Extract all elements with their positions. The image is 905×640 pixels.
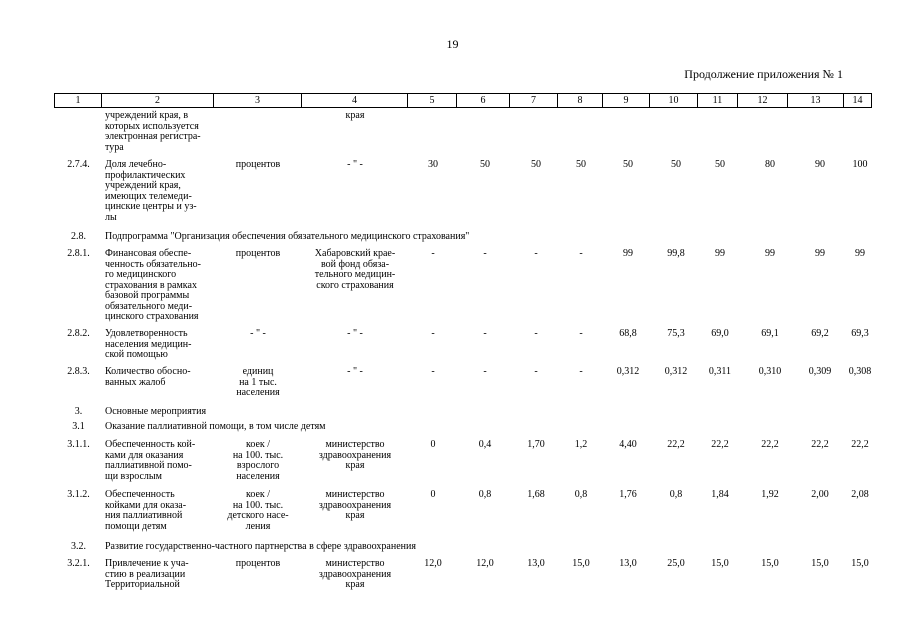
- row-id: 2.8.3.: [67, 366, 90, 377]
- indicator-name: учреждений края, в которых используется электронная регистра- тура: [105, 110, 201, 153]
- section-title: Основные мероприятия: [105, 406, 207, 417]
- header-cell-13: 13: [787, 93, 844, 108]
- header-cell-4: 4: [301, 93, 408, 108]
- row-id: 2.8.: [71, 231, 86, 242]
- header-cell-2: 2: [101, 93, 214, 108]
- indicator-name: Привлечение к уча- стию в реализации Территориальной: [105, 558, 189, 590]
- value-col-14: 0,308: [848, 366, 872, 377]
- value-col-9: 68,8: [619, 328, 637, 339]
- executor: края: [345, 110, 365, 121]
- indicator-name: Финансовая обеспе- ченность обязательно- го медицинского страхования в рамках базовой программы обязательного меди- цинского страхования: [105, 248, 201, 322]
- header-cell-12: 12: [737, 93, 788, 108]
- row-id: 2.8.1.: [67, 248, 90, 259]
- value-col-12: 69,1: [761, 328, 779, 339]
- row-id: 3.1.2.: [67, 489, 90, 500]
- row-id: 3.2.: [71, 541, 86, 552]
- section-title: Подпрограмма "Организация обеспечения обязательного медицинского страхования": [105, 231, 470, 242]
- unit: коек / на 100. тыс. взрослого населения: [232, 439, 284, 482]
- value-col-7: 50: [531, 159, 541, 170]
- row-id: 3.: [74, 406, 83, 417]
- value-col-14: 69,3: [851, 328, 869, 339]
- header-cell-8: 8: [557, 93, 603, 108]
- value-col-14: 2,08: [851, 489, 869, 500]
- value-col-12: 99: [765, 248, 775, 259]
- row-id: 2.8.2.: [67, 328, 90, 339]
- value-col-5: 30: [428, 159, 438, 170]
- executor: - " -: [347, 328, 363, 339]
- value-col-14: 22,2: [851, 439, 869, 450]
- value-col-6: 50: [480, 159, 490, 170]
- value-col-11: 15,0: [711, 558, 729, 569]
- value-col-5: 12,0: [424, 558, 442, 569]
- unit: коек / на 100. тыс. детского насе- ления: [227, 489, 289, 532]
- page-number: 19: [446, 37, 459, 51]
- executor: министерство здравоохранения края: [318, 439, 392, 471]
- value-col-10: 75,3: [667, 328, 685, 339]
- value-col-7: 13,0: [527, 558, 545, 569]
- header-cell-9: 9: [602, 93, 650, 108]
- value-col-13: 99: [815, 248, 825, 259]
- value-col-8: -: [579, 248, 583, 259]
- value-col-6: -: [483, 328, 487, 339]
- value-col-11: 69,0: [711, 328, 729, 339]
- header-cell-5: 5: [407, 93, 457, 108]
- header-cell-7: 7: [509, 93, 558, 108]
- value-col-7: -: [534, 328, 538, 339]
- value-col-7: -: [534, 248, 538, 259]
- value-col-8: 15,0: [572, 558, 590, 569]
- unit: процентов: [235, 248, 281, 259]
- value-col-12: 80: [765, 159, 775, 170]
- value-col-13: 0,309: [808, 366, 832, 377]
- value-col-5: -: [431, 328, 435, 339]
- header-cell-10: 10: [649, 93, 698, 108]
- indicator-name: Доля лечебно- профилактических учреждений края, имеющих телемеди- цинские центры и уз- лы: [105, 159, 197, 223]
- unit: процентов: [235, 159, 281, 170]
- value-col-14: 99: [855, 248, 865, 259]
- value-col-5: -: [431, 248, 435, 259]
- value-col-8: 1,2: [574, 439, 588, 450]
- continuation-caption: Продолжение приложения № 1: [684, 67, 843, 81]
- row-id: 3.2.1.: [67, 558, 90, 569]
- executor: - " -: [347, 366, 363, 377]
- value-col-11: 0,311: [708, 366, 732, 377]
- row-id: 3.1: [72, 421, 85, 432]
- value-col-11: 22,2: [711, 439, 729, 450]
- value-col-10: 25,0: [667, 558, 685, 569]
- value-col-13: 69,2: [811, 328, 829, 339]
- value-col-10: 0,8: [669, 489, 683, 500]
- table-header-row: [55, 93, 872, 108]
- value-col-9: 0,312: [616, 366, 640, 377]
- header-cell-1: 1: [54, 93, 102, 108]
- header-cell-14: 14: [843, 93, 872, 108]
- indicator-name: Количество обосно- ванных жалоб: [105, 366, 191, 388]
- value-col-5: 0: [430, 489, 436, 500]
- value-col-9: 13,0: [619, 558, 637, 569]
- value-col-6: 0,4: [478, 439, 492, 450]
- executor: министерство здравоохранения края: [318, 558, 392, 590]
- row-id: 3.1.1.: [67, 439, 90, 450]
- value-col-12: 15,0: [761, 558, 779, 569]
- indicator-name: Удовлетворенность населения медицин- ской помощью: [105, 328, 192, 360]
- section-title: Оказание паллиативной помощи, в том числе детям: [105, 421, 326, 432]
- header-cell-3: 3: [213, 93, 302, 108]
- unit: - " -: [250, 328, 266, 339]
- unit: единиц на 1 тыс. населения: [236, 366, 280, 398]
- value-col-11: 1,84: [711, 489, 729, 500]
- value-col-11: 50: [715, 159, 725, 170]
- value-col-13: 2,00: [811, 489, 829, 500]
- value-col-10: 99,8: [667, 248, 685, 259]
- header-cell-11: 11: [697, 93, 738, 108]
- value-col-8: -: [579, 328, 583, 339]
- value-col-12: 0,310: [758, 366, 782, 377]
- value-col-7: 1,68: [527, 489, 545, 500]
- value-col-10: 22,2: [667, 439, 685, 450]
- unit: процентов: [235, 558, 281, 569]
- value-col-9: 4,40: [619, 439, 637, 450]
- value-col-6: 0,8: [478, 489, 492, 500]
- value-col-8: -: [579, 366, 583, 377]
- value-col-13: 90: [815, 159, 825, 170]
- value-col-5: 0: [430, 439, 436, 450]
- value-col-9: 50: [623, 159, 633, 170]
- value-col-10: 0,312: [664, 366, 688, 377]
- value-col-9: 1,76: [619, 489, 637, 500]
- value-col-8: 50: [576, 159, 586, 170]
- value-col-8: 0,8: [574, 489, 588, 500]
- value-col-10: 50: [671, 159, 681, 170]
- executor: Хабаровский крае- вой фонд обяза- тельного медицин- ского страхования: [314, 248, 396, 291]
- value-col-12: 22,2: [761, 439, 779, 450]
- executor: - " -: [347, 159, 363, 170]
- value-col-14: 100: [852, 159, 868, 170]
- value-col-6: 12,0: [476, 558, 494, 569]
- value-col-13: 15,0: [811, 558, 829, 569]
- value-col-11: 99: [715, 248, 725, 259]
- row-id: 2.7.4.: [67, 159, 90, 170]
- indicator-name: Обеспеченность койками для оказа- ния паллиативной помощи детям: [105, 489, 187, 532]
- executor: министерство здравоохранения края: [318, 489, 392, 521]
- value-col-9: 99: [623, 248, 633, 259]
- header-cell-6: 6: [456, 93, 510, 108]
- value-col-6: -: [483, 248, 487, 259]
- value-col-12: 1,92: [761, 489, 779, 500]
- value-col-7: -: [534, 366, 538, 377]
- section-title: Развитие государственно-частного партнерства в сфере здравоохранения: [105, 541, 416, 552]
- value-col-7: 1,70: [527, 439, 545, 450]
- value-col-6: -: [483, 366, 487, 377]
- value-col-5: -: [431, 366, 435, 377]
- value-col-14: 15,0: [851, 558, 869, 569]
- value-col-13: 22,2: [811, 439, 829, 450]
- indicator-name: Обеспеченность кой- ками для оказания паллиативной помо- щи взрослым: [105, 439, 196, 482]
